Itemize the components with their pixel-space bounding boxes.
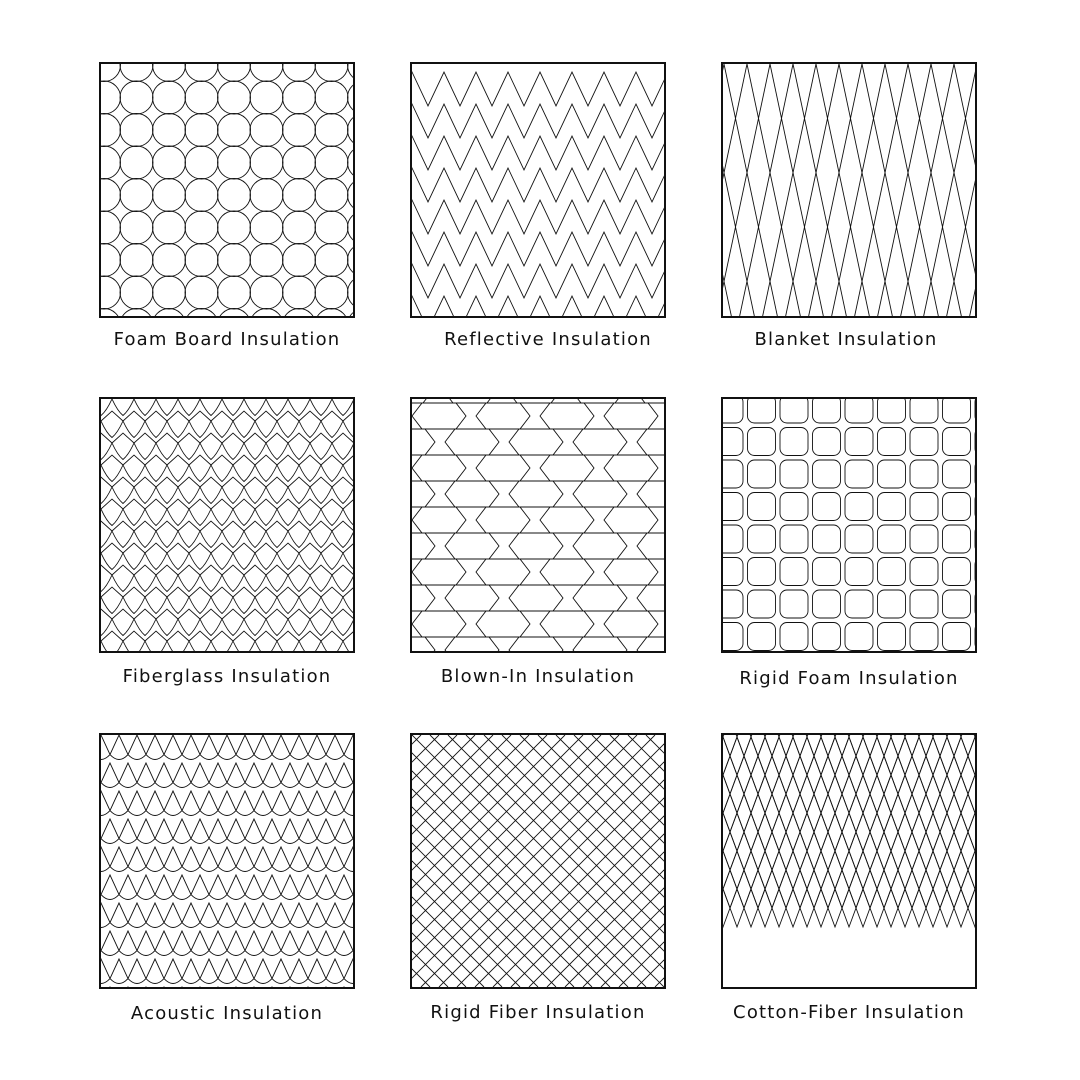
- pattern-zigzag: [412, 64, 664, 316]
- swatch-blanket: [721, 62, 977, 318]
- swatch-label: Rigid Foam Insulation: [739, 668, 959, 689]
- swatch-rigid-foam: [721, 397, 977, 653]
- swatch-reflective: [410, 62, 666, 318]
- swatch-fiberglass: [99, 397, 355, 653]
- pattern-scales: [101, 399, 353, 651]
- swatch-foam-board: [99, 62, 355, 318]
- swatch-label: Fiberglass Insulation: [122, 666, 332, 687]
- swatch-label: Acoustic Insulation: [130, 1003, 324, 1024]
- swatch-label: Cotton-Fiber Insulation: [733, 1002, 965, 1023]
- pattern-diamond-lattice: [723, 64, 975, 316]
- swatch-blown-in: [410, 397, 666, 653]
- pattern-woven-diagonals: [412, 735, 664, 987]
- pattern-rounded-squares: [723, 399, 975, 651]
- swatch-label: Reflective Insulation: [444, 329, 652, 350]
- pattern-hexagons: [412, 399, 664, 651]
- pattern-teardrops: [101, 735, 353, 987]
- swatch-cotton-fiber: [721, 733, 977, 989]
- swatch-label: Rigid Fiber Insulation: [430, 1002, 646, 1023]
- pattern-circles: [101, 64, 353, 316]
- swatch-acoustic: [99, 733, 355, 989]
- swatch-rigid-fiber: [410, 733, 666, 989]
- pattern-narrow-diamonds: [723, 735, 975, 987]
- swatch-label: Blanket Insulation: [754, 329, 938, 350]
- swatch-label: Foam Board Insulation: [113, 329, 341, 350]
- swatch-label: Blown-In Insulation: [440, 666, 636, 687]
